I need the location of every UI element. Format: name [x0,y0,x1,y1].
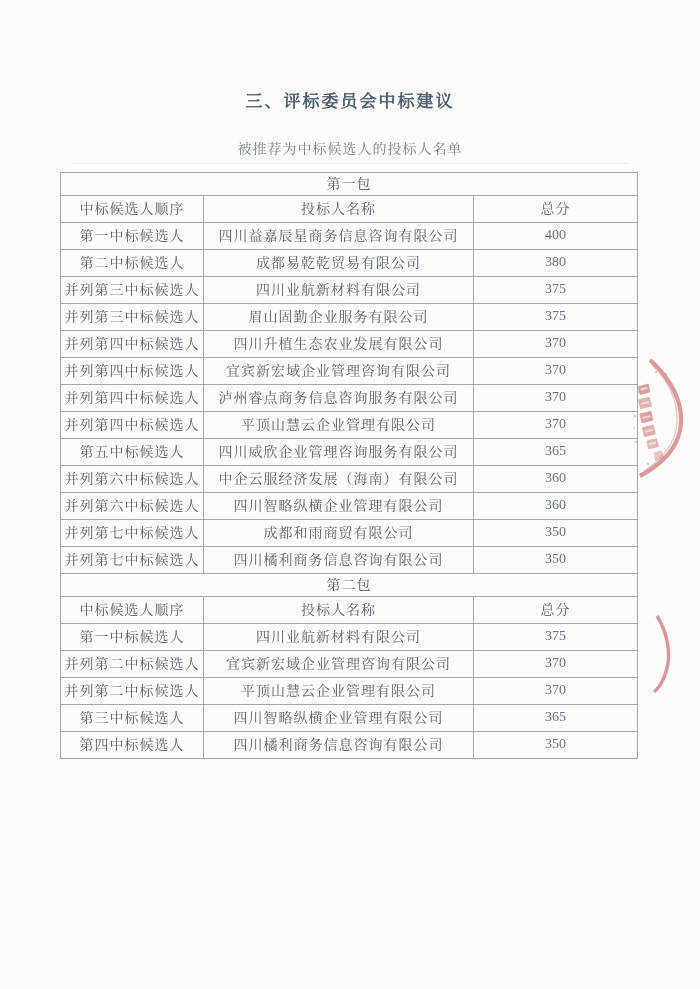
cell-rank: 并列第七中标候选人 [61,547,204,574]
header-cell-score: 总分 [474,196,638,223]
cell-rank: 并列第六中标候选人 [61,466,204,493]
table-row [61,385,638,412]
cell-bidder: 四川升植生态农业发展有限公司 [204,331,474,358]
table-row [61,624,638,651]
cell-bidder: 四川业航新材料有限公司 [204,277,474,304]
cell-rank: 并列第三中标候选人 [61,304,204,331]
cell-score: 350 [474,520,638,547]
cell-rank: 并列第二中标候选人 [61,651,204,678]
header-cell-bidder: 投标人名称 [204,597,474,624]
table-row [61,547,638,574]
table-row [61,412,638,439]
cell-bidder: 四川益嘉辰星商务信息咨询有限公司 [204,223,474,250]
header-cell-rank: 中标候选人顺序 [61,196,204,223]
cell-bidder: 四川业航新材料有限公司 [204,624,474,651]
cell-score: 360 [474,493,638,520]
cell-bidder: 中企云服经济发展（海南）有限公司 [204,466,474,493]
header-cell-bidder: 投标人名称 [204,196,474,223]
table-row [61,651,638,678]
cell-rank: 并列第二中标候选人 [61,678,204,705]
cell-score: 370 [474,651,638,678]
cell-score: 350 [474,547,638,574]
package-label: 第一包 [61,173,638,196]
cell-score: 370 [474,412,638,439]
cell-rank: 第二中标候选人 [61,250,204,277]
cell-rank: 第五中标候选人 [61,439,204,466]
table-row [61,331,638,358]
cell-bidder: 泸州睿点商务信息咨询服务有限公司 [204,385,474,412]
table-row [61,493,638,520]
cell-score: 370 [474,678,638,705]
table-row [61,277,638,304]
cell-score: 350 [474,732,638,759]
cell-bidder: 平顶山慧云企业管理有限公司 [204,678,474,705]
page-subtitle: 被推荐为中标候选人的投标人名单 [237,143,463,158]
cell-score: 365 [474,705,638,732]
cell-score: 400 [474,223,638,250]
cell-bidder: 成都和雨商贸有限公司 [204,520,474,547]
red-stamp-arc-icon [648,610,680,698]
cell-rank: 并列第四中标候选人 [61,412,204,439]
table-row [61,250,638,277]
table-row [61,304,638,331]
cell-rank: 并列第四中标候选人 [61,385,204,412]
header-cell-score: 总分 [474,597,638,624]
table-row [61,732,638,759]
cell-bidder: 成都易乾乾贸易有限公司 [204,250,474,277]
cell-bidder: 四川智略纵横企业管理有限公司 [204,493,474,520]
cell-rank: 并列第三中标候选人 [61,277,204,304]
cell-score: 365 [474,439,638,466]
cell-rank: 第一中标候选人 [61,223,204,250]
cell-bidder: 四川橘利商务信息咨询有限公司 [204,547,474,574]
cell-bidder: 宜宾新宏域企业管理咨询有限公司 [204,358,474,385]
cell-score: 380 [474,250,638,277]
cell-bidder: 眉山固勤企业服务有限公司 [204,304,474,331]
package-header-row [61,173,638,196]
candidates-table [60,172,638,759]
cell-bidder: 四川橘利商务信息咨询有限公司 [204,732,474,759]
cell-rank: 第四中标候选人 [61,732,204,759]
scan-artifact-line [72,163,628,164]
table-row [61,520,638,547]
cell-score: 370 [474,385,638,412]
cell-bidder: 平顶山慧云企业管理有限公司 [204,412,474,439]
cell-score: 375 [474,304,638,331]
table-row [61,439,638,466]
cell-rank: 第三中标候选人 [61,705,204,732]
package-label: 第二包 [61,574,638,597]
cell-rank: 并列第四中标候选人 [61,358,204,385]
cell-bidder: 宜宾新宏域企业管理咨询有限公司 [204,651,474,678]
page-title: 三、评标委员会中标建议 [245,92,455,111]
table-row [61,705,638,732]
table-row [61,223,638,250]
header-cell-rank: 中标候选人顺序 [61,597,204,624]
cell-score: 375 [474,277,638,304]
package-header-row [61,574,638,597]
cell-rank: 并列第六中标候选人 [61,493,204,520]
cell-rank: 并列第四中标候选人 [61,331,204,358]
cell-rank: 第一中标候选人 [61,624,204,651]
cell-score: 360 [474,466,638,493]
cell-bidder: 四川智略纵横企业管理有限公司 [204,705,474,732]
cell-score: 370 [474,331,638,358]
cell-rank: 并列第七中标候选人 [61,520,204,547]
table-row [61,678,638,705]
table-row [61,358,638,385]
cell-score: 370 [474,358,638,385]
cell-bidder: 四川威欣企业管理咨询服务有限公司 [204,439,474,466]
column-header-row [61,597,638,624]
column-header-row [61,196,638,223]
table-row [61,466,638,493]
cell-score: 375 [474,624,638,651]
